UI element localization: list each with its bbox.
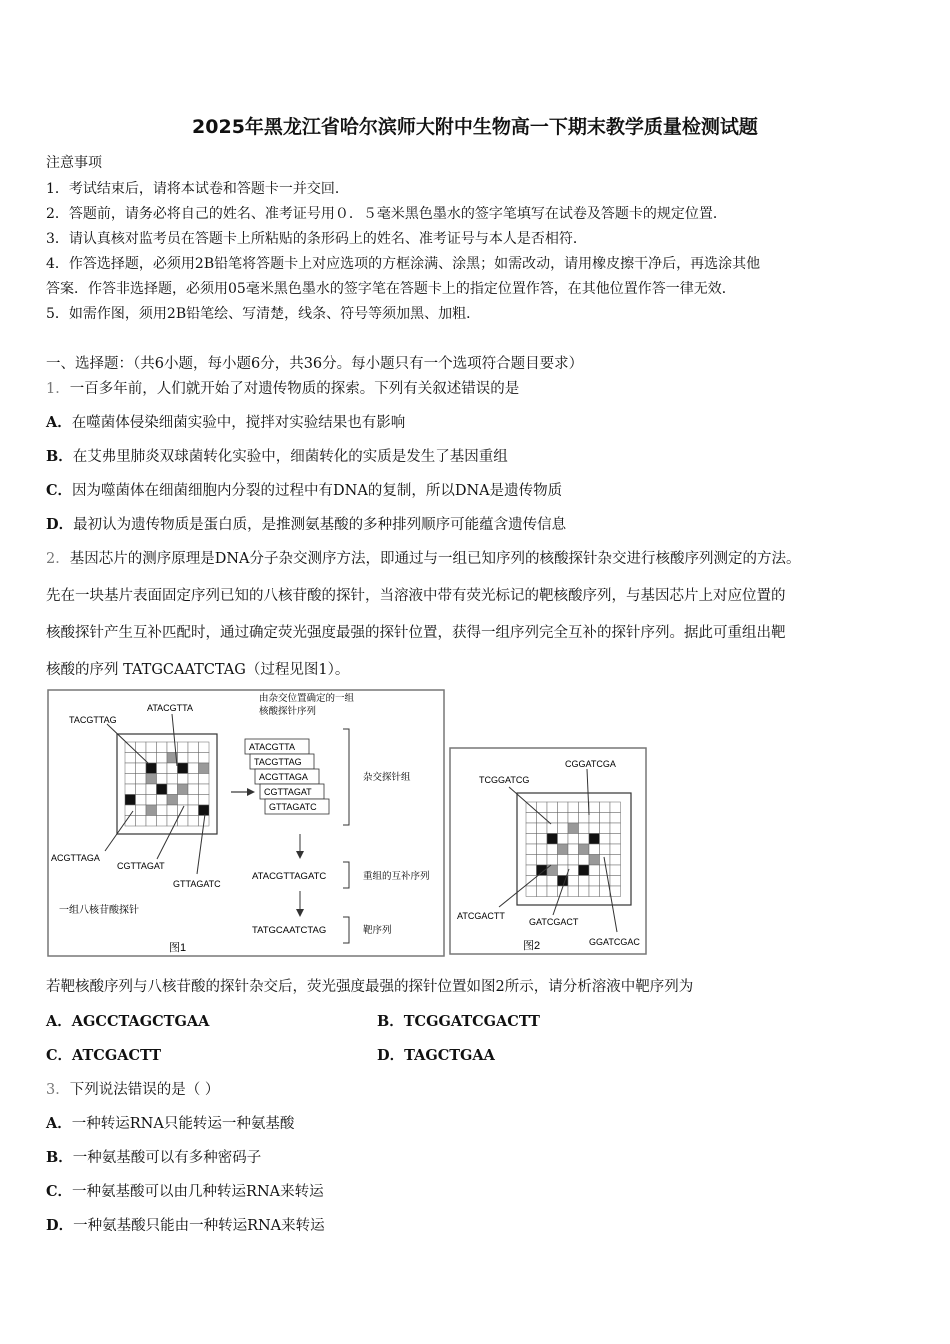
question-3 bbox=[46, 1078, 219, 1099]
section-heading: 一、选择题：（共6小题，每小题6分，共36分。每小题只有一个选项符合题目要求） bbox=[46, 356, 584, 372]
chip-cell bbox=[136, 742, 147, 753]
chip-cell bbox=[526, 886, 537, 897]
chip-cell bbox=[146, 784, 157, 795]
chip-cell bbox=[547, 802, 558, 813]
chip-cell bbox=[537, 855, 548, 866]
option-label: A． bbox=[46, 1115, 72, 1132]
question-stem: 一百多年前，人们就开始了对遗传物质的探索。下列有关叙述错误的是 bbox=[69, 381, 520, 397]
option-label: A． bbox=[46, 414, 72, 431]
chip-cell bbox=[537, 802, 548, 813]
chip-cell bbox=[526, 855, 537, 866]
chip-cell bbox=[568, 802, 579, 813]
chip-cell bbox=[157, 742, 168, 753]
figure-1 bbox=[47, 689, 447, 959]
option-label: D． bbox=[46, 516, 74, 533]
chip-cell bbox=[125, 753, 136, 764]
chip-cell bbox=[537, 823, 548, 834]
chip-cell bbox=[547, 834, 558, 845]
chip-cell bbox=[178, 805, 189, 816]
chip-cell bbox=[157, 805, 168, 816]
notice-item: 5．如需作图，须用2B铅笔绘、写清楚，线条、符号等须加黑、加粗． bbox=[46, 306, 481, 322]
chip-cell bbox=[136, 784, 147, 795]
chip-cell bbox=[188, 795, 199, 806]
chip-cell bbox=[526, 834, 537, 845]
q3-option-b bbox=[46, 1146, 261, 1167]
q2-option-c bbox=[46, 1044, 161, 1065]
figure-caption: 图2 bbox=[523, 940, 541, 952]
option-text: 在艾弗里肺炎双球菌转化实验中，细菌转化的实质是发生了基因重组 bbox=[72, 449, 508, 465]
chip-cell bbox=[579, 844, 590, 855]
probe-label: ACGTTAGA bbox=[51, 853, 100, 863]
chip-cell bbox=[568, 844, 579, 855]
question-stem-line: 核酸的序列 TATGCAATCTAG（过程见图1）。 bbox=[46, 662, 350, 678]
probe-label: TCGGATCG bbox=[479, 775, 530, 785]
chip-cell bbox=[610, 834, 621, 845]
chip-cell bbox=[167, 763, 178, 774]
chip-cell bbox=[199, 742, 210, 753]
chip-cell bbox=[579, 813, 590, 824]
chip-cell bbox=[537, 834, 548, 845]
chip-cell bbox=[589, 876, 600, 887]
chip-cell bbox=[610, 823, 621, 834]
chip-cell bbox=[199, 753, 210, 764]
chip-cell bbox=[568, 855, 579, 866]
array-label: 一组八核苷酸探针 bbox=[59, 905, 139, 916]
question-2 bbox=[46, 547, 801, 568]
chip-cell bbox=[157, 795, 168, 806]
probe-text: ACGTTAGA bbox=[259, 772, 308, 782]
q1-option-c bbox=[46, 479, 562, 500]
chip-cell bbox=[157, 774, 168, 785]
chip-cell bbox=[136, 816, 147, 827]
option-text: TAGCTGAA bbox=[404, 1047, 495, 1064]
option-text: AGCCTAGCTGAA bbox=[71, 1013, 210, 1030]
probe-label: GGATCGAC bbox=[589, 937, 640, 947]
chip-cell bbox=[579, 855, 590, 866]
chip-cell bbox=[167, 774, 178, 785]
chip-cell bbox=[136, 763, 147, 774]
chip-cell bbox=[146, 816, 157, 827]
chip-cell bbox=[167, 795, 178, 806]
chip-cell bbox=[188, 753, 199, 764]
chip-cell bbox=[157, 816, 168, 827]
probe-text: ATACGTTA bbox=[249, 742, 295, 752]
option-label: B． bbox=[377, 1013, 404, 1030]
chip-cell bbox=[146, 742, 157, 753]
probe-text: GTTAGATC bbox=[269, 802, 317, 812]
target-label: 靶序列 bbox=[363, 925, 392, 936]
chip-cell bbox=[558, 865, 569, 876]
chip-cell bbox=[178, 753, 189, 764]
chip-cell bbox=[600, 823, 611, 834]
probe-label: CGGATCGA bbox=[565, 759, 616, 769]
chip-cell bbox=[136, 795, 147, 806]
notice-item: 答案．作答非选择题，必须用05毫米黑色墨水的签字笔在答题卡上的指定位置作答，在其他位置作答一律无效． bbox=[46, 281, 736, 297]
chip-cell bbox=[178, 784, 189, 795]
chip-cell bbox=[547, 876, 558, 887]
q2-option-b bbox=[377, 1010, 540, 1031]
chip-cell bbox=[610, 813, 621, 824]
chip-cell bbox=[199, 774, 210, 785]
question-number: 1． bbox=[46, 381, 70, 397]
chip-grid bbox=[125, 742, 209, 826]
q3-option-c bbox=[46, 1180, 324, 1201]
probe-text: TACGTTAG bbox=[254, 757, 302, 767]
chip-cell bbox=[188, 763, 199, 774]
q1-option-b bbox=[46, 445, 508, 466]
chip-cell bbox=[199, 784, 210, 795]
chip-cell bbox=[526, 865, 537, 876]
probe-label: ATACGTTA bbox=[147, 703, 193, 713]
chip-cell bbox=[125, 784, 136, 795]
chip-cell bbox=[589, 834, 600, 845]
chip-cell bbox=[199, 763, 210, 774]
chip-cell bbox=[178, 742, 189, 753]
chip-cell bbox=[188, 774, 199, 785]
chip-cell bbox=[146, 763, 157, 774]
chip-cell bbox=[136, 753, 147, 764]
chip-cell bbox=[568, 865, 579, 876]
question-stem: 基因芯片的测序原理是DNA分子杂交测序方法，即通过与一组已知序列的核酸探针杂交进行核酸序列测定的方法。 bbox=[69, 551, 801, 567]
chip-cell bbox=[547, 844, 558, 855]
q3-option-d bbox=[46, 1214, 325, 1235]
chip-cell bbox=[167, 784, 178, 795]
chip-cell bbox=[136, 805, 147, 816]
chip-cell bbox=[558, 802, 569, 813]
option-label: D． bbox=[377, 1047, 405, 1064]
option-text: 因为噬菌体在细菌细胞内分裂的过程中有DNA的复制，所以DNA是遗传物质 bbox=[72, 483, 563, 499]
chip-cell bbox=[125, 795, 136, 806]
option-label: C． bbox=[46, 482, 73, 499]
chip-cell bbox=[610, 855, 621, 866]
chip-cell bbox=[600, 844, 611, 855]
chip-cell bbox=[589, 886, 600, 897]
chip-cell bbox=[610, 886, 621, 897]
chip-cell bbox=[558, 844, 569, 855]
chip-cell bbox=[188, 742, 199, 753]
option-text: 一种氨基酸只能由一种转运RNA来转运 bbox=[73, 1218, 325, 1234]
chip-cell bbox=[579, 834, 590, 845]
notice-heading: 注意事项 bbox=[46, 155, 102, 171]
chip-cell bbox=[589, 855, 600, 866]
chip-cell bbox=[178, 816, 189, 827]
chip-cell bbox=[125, 763, 136, 774]
notice-item: 4．作答选择题，必须用2B铅笔将答题卡上对应选项的方框涂满、涂黑；如需改动，请用橡皮擦干净后，再选涂其他 bbox=[46, 256, 761, 272]
recombined-label: 重组的互补序列 bbox=[363, 871, 430, 882]
chip-cell bbox=[125, 805, 136, 816]
figure-2 bbox=[449, 747, 649, 957]
question-number: 2． bbox=[46, 551, 70, 567]
chip-cell bbox=[589, 844, 600, 855]
question-stem-line: 先在一块基片表面固定序列已知的八核苷酸的探针，当溶液中带有荧光标记的靶核酸序列，与基因芯片上对应位置的 bbox=[46, 588, 786, 604]
q1-option-d bbox=[46, 513, 566, 534]
q2-option-d bbox=[377, 1044, 495, 1065]
notice-item: 2．答题前，请务必将自己的姓名、准考证号用０．５毫米黑色墨水的签字笔填写在试卷及答题卡的规定位置． bbox=[46, 206, 727, 222]
chip-cell bbox=[146, 774, 157, 785]
option-label: B． bbox=[46, 448, 73, 465]
chip-cell bbox=[568, 813, 579, 824]
option-label: B． bbox=[46, 1149, 73, 1166]
chip-cell bbox=[589, 865, 600, 876]
chip-cell bbox=[125, 742, 136, 753]
chip-cell bbox=[579, 865, 590, 876]
chip-cell bbox=[568, 876, 579, 887]
chip-cell bbox=[568, 834, 579, 845]
notice-item: 1．考试结束后，请将本试卷和答题卡一并交回． bbox=[46, 181, 349, 197]
hybrid-label: 杂交探针组 bbox=[363, 772, 411, 783]
chip-cell bbox=[146, 753, 157, 764]
chip-cell bbox=[600, 865, 611, 876]
option-label: A． bbox=[46, 1013, 72, 1030]
chip-cell bbox=[579, 886, 590, 897]
chip-cell bbox=[610, 802, 621, 813]
chip-cell bbox=[178, 763, 189, 774]
chip-cell bbox=[146, 795, 157, 806]
chip-cell bbox=[600, 813, 611, 824]
chip-cell bbox=[547, 855, 558, 866]
chip-cell bbox=[537, 844, 548, 855]
chip-cell bbox=[589, 823, 600, 834]
chip-cell bbox=[579, 876, 590, 887]
page-title: 2025年黑龙江省哈尔滨师大附中生物高一下期末教学质量检测试题 bbox=[192, 116, 758, 138]
chip-cell bbox=[178, 774, 189, 785]
chip-cell bbox=[589, 813, 600, 824]
chip-cell bbox=[188, 805, 199, 816]
question-1 bbox=[46, 377, 519, 398]
question-stem: 下列说法错误的是（ ） bbox=[69, 1082, 220, 1098]
probe-label: ATCGACTT bbox=[457, 911, 505, 921]
option-label: C． bbox=[46, 1183, 73, 1200]
chip-cell bbox=[537, 865, 548, 876]
chip-cell bbox=[537, 886, 548, 897]
target-sequence: TATGCAATCTAG bbox=[252, 925, 327, 936]
notice-item: 3．请认真核对监考员在答题卡上所粘贴的条形码上的姓名、准考证号与本人是否相符． bbox=[46, 231, 587, 247]
chip-cell bbox=[558, 813, 569, 824]
chip-cell bbox=[199, 795, 210, 806]
chip-cell bbox=[537, 876, 548, 887]
q1-option-a bbox=[46, 411, 405, 432]
chip-cell bbox=[146, 805, 157, 816]
top-label: 由杂交位置确定的一组 bbox=[259, 693, 355, 704]
chip-cell bbox=[610, 876, 621, 887]
chip-cell bbox=[568, 823, 579, 834]
chip-cell bbox=[199, 805, 210, 816]
option-text: 最初认为遗传物质是蛋白质，是推测氨基酸的多种排列顺序可能蕴含遗传信息 bbox=[73, 517, 567, 533]
chip-cell bbox=[600, 886, 611, 897]
option-text: TCGGATCGACTT bbox=[403, 1013, 540, 1030]
q3-option-a bbox=[46, 1112, 294, 1133]
chip-cell bbox=[579, 802, 590, 813]
chip-cell bbox=[526, 844, 537, 855]
q2-option-a bbox=[46, 1010, 209, 1031]
chip-cell bbox=[157, 784, 168, 795]
chip-cell bbox=[526, 813, 537, 824]
probe-label: CGTTAGAT bbox=[117, 861, 165, 871]
figure-frame bbox=[48, 690, 444, 956]
chip-cell bbox=[537, 813, 548, 824]
chip-cell bbox=[547, 823, 558, 834]
question-number: 3． bbox=[46, 1082, 70, 1098]
chip-cell bbox=[589, 802, 600, 813]
chip-cell bbox=[526, 823, 537, 834]
option-text: 一种转运RNA只能转运一种氨基酸 bbox=[71, 1116, 295, 1132]
probe-label: GATCGACT bbox=[529, 917, 579, 927]
chip-cell bbox=[188, 816, 199, 827]
option-text: 一种氨基酸可以由几种转运RNA来转运 bbox=[72, 1184, 324, 1200]
chip-cell bbox=[558, 834, 569, 845]
chip-cell bbox=[558, 823, 569, 834]
chip-cell bbox=[167, 805, 178, 816]
option-label: D． bbox=[46, 1217, 74, 1234]
recombined-sequence: ATACGTTAGATC bbox=[252, 871, 327, 882]
question-stem-line: 核酸探针产生互补匹配时，通过确定荧光强度最强的探针位置，获得一组序列完全互补的探针序列。据此可重组出靶 bbox=[46, 625, 786, 641]
probe-label: TACGTTAG bbox=[69, 715, 117, 725]
chip-cell bbox=[610, 865, 621, 876]
top-label: 核酸探针序列 bbox=[259, 706, 317, 717]
chip-cell bbox=[600, 834, 611, 845]
chip-cell bbox=[547, 886, 558, 897]
chip-cell bbox=[136, 774, 147, 785]
chip-cell bbox=[600, 802, 611, 813]
chip-cell bbox=[125, 774, 136, 785]
chip-cell bbox=[610, 844, 621, 855]
probe-label: GTTAGATC bbox=[173, 879, 221, 889]
probe-text: CGTTAGAT bbox=[264, 787, 312, 797]
chip-cell bbox=[157, 763, 168, 774]
chip-cell bbox=[188, 784, 199, 795]
chip-cell bbox=[558, 855, 569, 866]
option-text: 在噬菌体侵染细菌实验中，搅拌对实验结果也有影响 bbox=[71, 415, 406, 431]
chip-cell bbox=[157, 753, 168, 764]
option-text: 一种氨基酸可以有多种密码子 bbox=[72, 1150, 262, 1166]
option-text: ATCGACTT bbox=[72, 1047, 162, 1064]
figure-caption: 图1 bbox=[169, 942, 187, 954]
chip-cell bbox=[178, 795, 189, 806]
question-stem-line: 若靶核酸序列与八核苷酸的探针杂交后，荧光强度最强的探针位置如图2所示，请分析溶液中靶序列为 bbox=[46, 979, 694, 995]
option-label: C． bbox=[46, 1047, 73, 1064]
chip-grid bbox=[526, 802, 621, 897]
chip-cell bbox=[579, 823, 590, 834]
chip-cell bbox=[568, 886, 579, 897]
